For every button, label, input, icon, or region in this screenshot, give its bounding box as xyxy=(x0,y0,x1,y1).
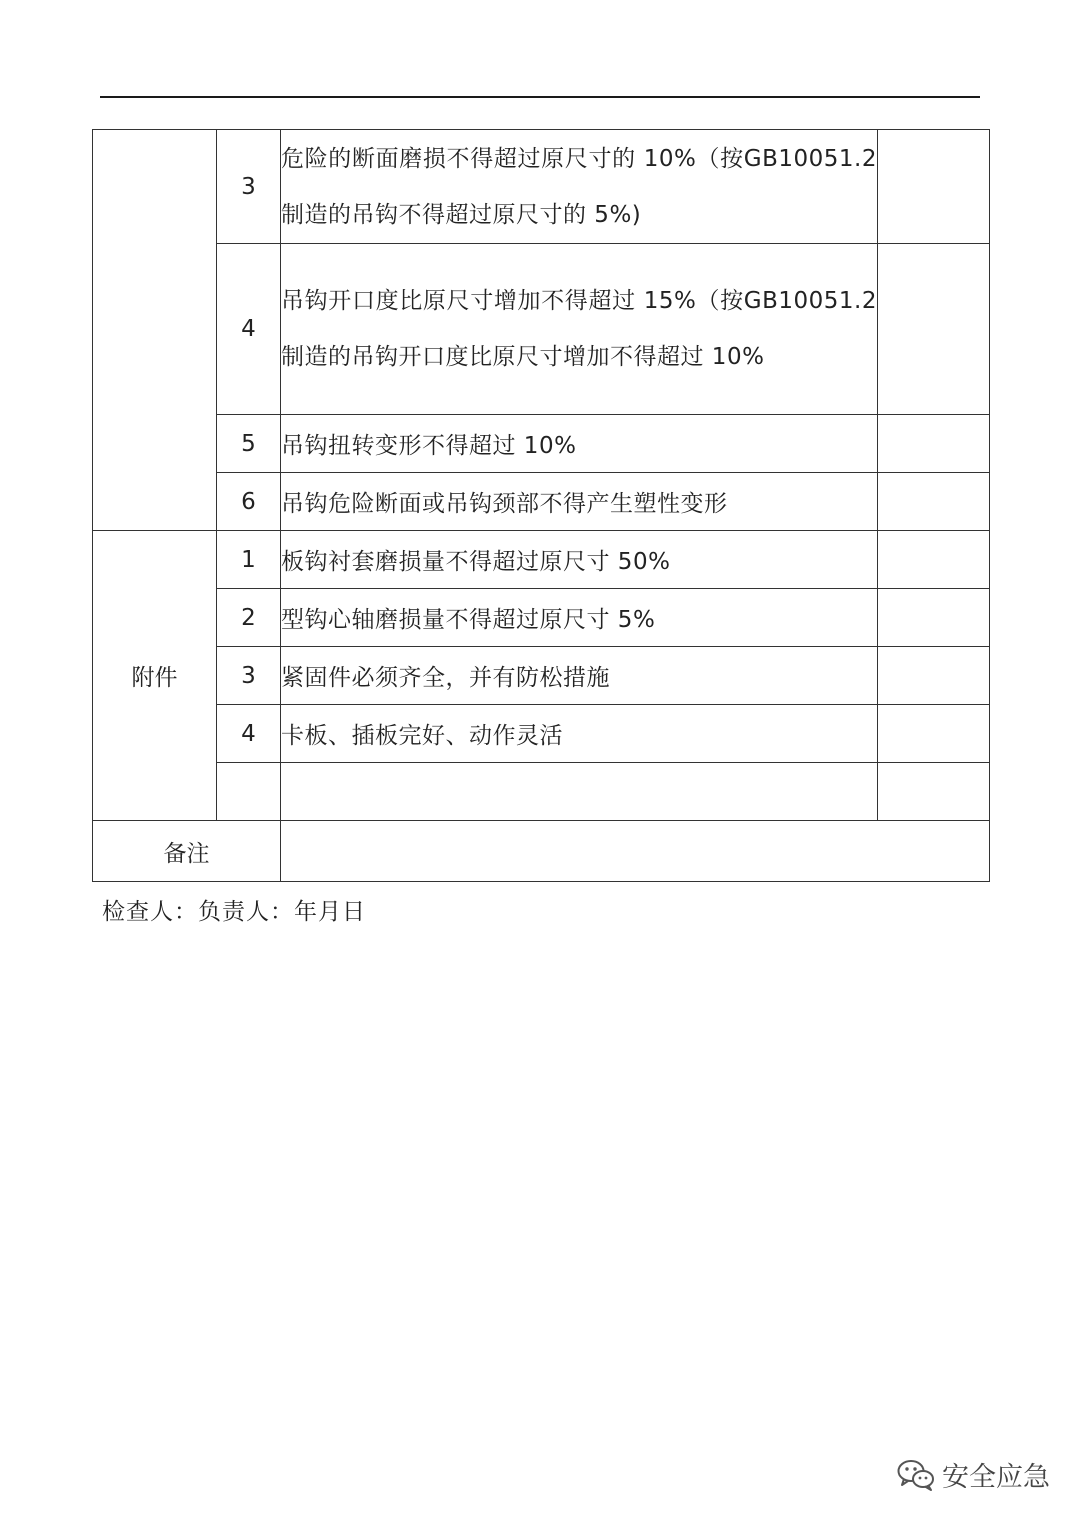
item-number: 5 xyxy=(217,415,281,473)
item-text: 吊钩危险断面或吊钩颈部不得产生塑性变形 xyxy=(281,473,878,531)
item-text: 危险的断面磨损不得超过原尺寸的 10%（按GB10051.2 制造的吊钩不得超过原尺寸的 5%) xyxy=(281,130,878,244)
signature-line: 检查人：负责人：年月日 xyxy=(102,899,366,925)
result-cell[interactable] xyxy=(878,705,990,763)
item-number: 1 xyxy=(217,531,281,589)
category-cell-accessories: 附件 xyxy=(93,531,217,821)
item-text xyxy=(281,763,878,821)
item-number xyxy=(217,763,281,821)
remarks-label: 备注 xyxy=(93,821,281,882)
category-cell-hook xyxy=(93,130,217,531)
item-number: 6 xyxy=(217,473,281,531)
table-row xyxy=(93,244,990,415)
item-text: 吊钩扭转变形不得超过 10% xyxy=(281,415,878,473)
item-number: 4 xyxy=(217,244,281,415)
item-number: 3 xyxy=(217,130,281,244)
watermark-text: 安全应急 xyxy=(942,1462,1050,1493)
item-text: 吊钩开口度比原尺寸增加不得超过 15%（按GB10051.2 制造的吊钩开口度比原尺寸增加不得超过 10% xyxy=(281,244,878,415)
remarks-value[interactable] xyxy=(281,821,990,882)
result-cell[interactable] xyxy=(878,531,990,589)
item-text: 型钩心轴磨损量不得超过原尺寸 5% xyxy=(281,589,878,647)
wechat-icon xyxy=(896,1458,936,1492)
table-row xyxy=(93,415,990,473)
item-text: 卡板、插板完好、动作灵活 xyxy=(281,705,878,763)
table-row xyxy=(93,531,990,589)
inspection-table xyxy=(92,129,990,882)
result-cell[interactable] xyxy=(878,589,990,647)
result-cell[interactable] xyxy=(878,647,990,705)
item-text: 板钩衬套磨损量不得超过原尺寸 50% xyxy=(281,531,878,589)
result-cell[interactable] xyxy=(878,130,990,244)
result-cell[interactable] xyxy=(878,415,990,473)
item-number: 2 xyxy=(217,589,281,647)
result-cell[interactable] xyxy=(878,244,990,415)
result-cell[interactable] xyxy=(878,763,990,821)
table-row xyxy=(93,647,990,705)
item-text: 紧固件必须齐全，并有防松措施 xyxy=(281,647,878,705)
result-cell[interactable] xyxy=(878,473,990,531)
item-number: 4 xyxy=(217,705,281,763)
table-row xyxy=(93,705,990,763)
table-row-empty xyxy=(93,763,990,821)
item-number: 3 xyxy=(217,647,281,705)
table-row xyxy=(93,130,990,244)
header-rule xyxy=(100,96,980,98)
table-row xyxy=(93,589,990,647)
remarks-row xyxy=(93,821,990,882)
table-row xyxy=(93,473,990,531)
watermark xyxy=(896,1455,1050,1494)
